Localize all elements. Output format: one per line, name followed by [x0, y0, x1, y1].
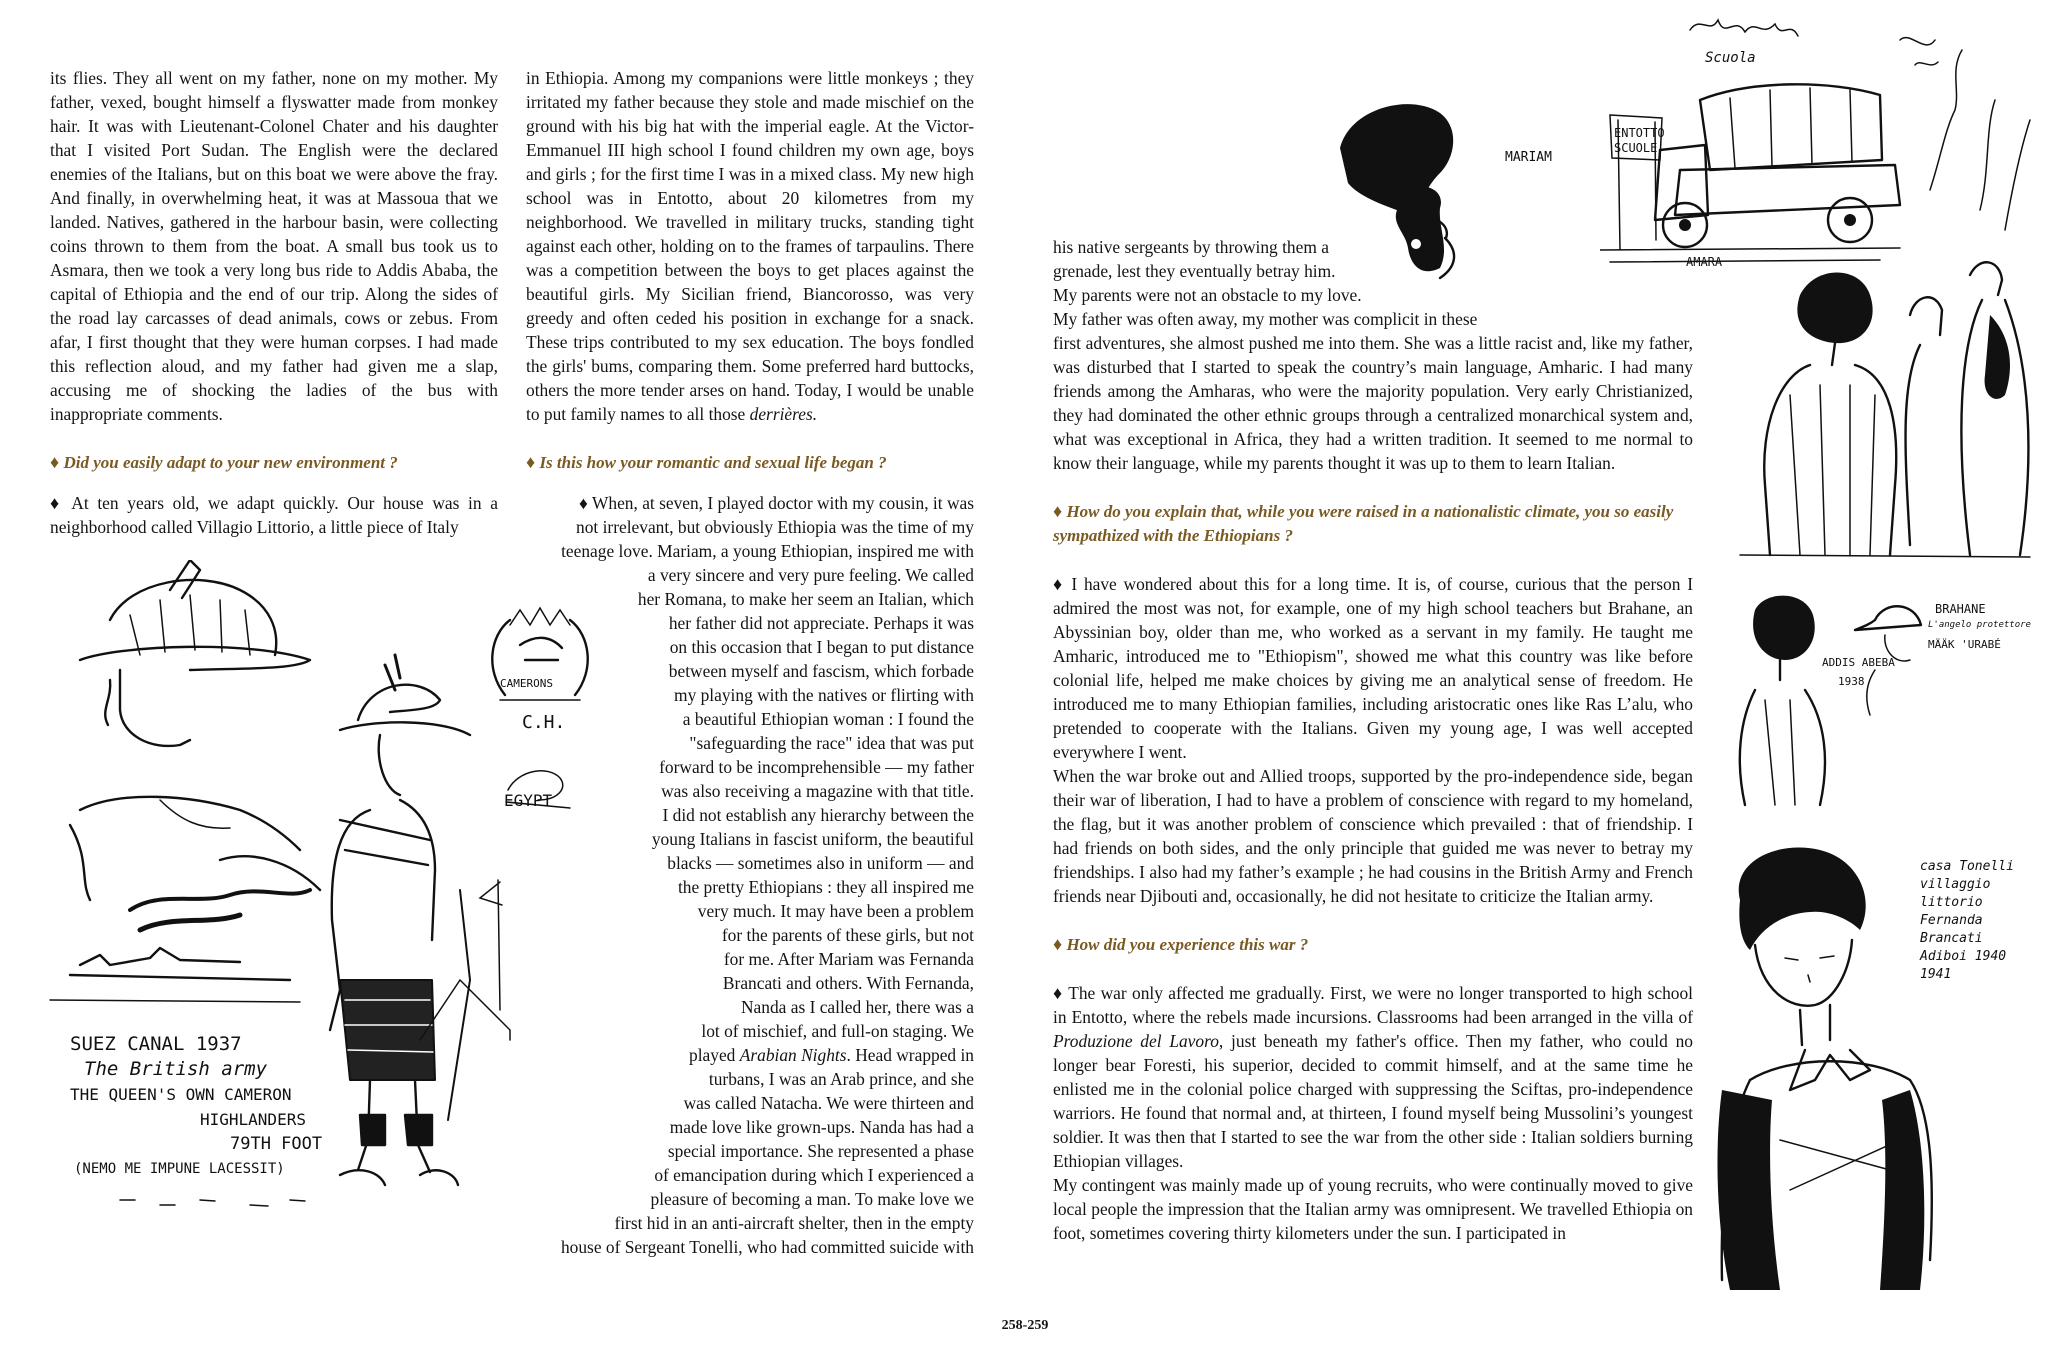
- col2-answer-line: on this occasion that I began to put distance: [669, 637, 974, 657]
- col2-answer-line: ♦ When, at seven, I played doctor with my cousin, it was: [579, 493, 974, 513]
- col1-question: [50, 450, 498, 475]
- col2-answer-line: young Italians in fascist uniform, the beautiful: [651, 829, 974, 849]
- col3-question-2: [1053, 932, 1693, 957]
- col3-line: his native sergeants by throwing them a: [1053, 237, 1329, 257]
- col2-paragraph-1-text: in Ethiopia. Among my companions were little monkeys ; they irritated my father because they stole and made mischief on the ground with his big hat with the imperial eagle. At the Victor-Emmanuel III high school I found children my own age, boys and girls ; for the first time I was in a mixed class. My new high school was in Entotto, about 20 kilometres from my neighborhood. We travelled in military trucks, standing tight against each other, holding on to the frames of tarpaulins. There was a competition between the boys to get places against the beautiful girls. My Sicilian friend, Biancorosso, was very greedy and often ceded his position in exchange for a snack. These trips contributed to my sex education. The boys fondled the girls' bums, comparing them. Some preferred hard buttocks, others the more tender arses on hand. Today, I would be unable to put family names to all those: [526, 68, 974, 424]
- col2-answer-line: made love like grown-ups. Nanda has had a: [669, 1117, 974, 1137]
- soldier-caption: SUEZ CANAL 1937 The British army THE QUEEN'S OWN CAMERON HIGHLANDERS 79TH FOOT (NEMO ME IMPUNE LACESSIT): [70, 1033, 323, 1177]
- produzione-del-lavoro: Produzione del Lavoro: [1053, 1031, 1219, 1051]
- col2-derrieres: derrières.: [749, 404, 818, 424]
- diamond-icon: ♦: [50, 452, 60, 472]
- column-1: [50, 66, 498, 539]
- diamond-icon: ♦: [1053, 574, 1065, 594]
- diamond-icon: ♦: [526, 452, 536, 472]
- col2-answer-line: was called Natacha. We were thirteen and: [683, 1093, 974, 1113]
- column-3: [1053, 235, 1693, 1245]
- brahane-sub: L'angelo protettore: [1928, 620, 2031, 630]
- col1-answer: [50, 491, 498, 539]
- brahane-sketch: [1735, 590, 1945, 820]
- col2-answer-line: her father did not appreciate. Perhaps it was: [668, 613, 974, 633]
- nanda-sketch: [1710, 840, 1950, 1310]
- badge-sketch: [480, 600, 600, 720]
- col3-answer-1a-text: I have wondered about this for a long time. It is, of course, curious that the person I admired the most was not, for example, one of my high school teachers but Brahane, an Abyssinian boy, older than me, who worked as a servant in my family. He taught me Amharic, introduced me to "Ethiopism", showed me what this country was like before colonial life, helped me make choices by giving me an analytical sense of freedom. He introduced me to many Ethiopian families, including aristocratic ones like Ras L’alu, who pretended to cooperate with the Italians. Given my young age, I was well accepted everywhere I went.: [1053, 574, 1694, 762]
- col2-answer-line: a very sincere and very pure feeling. We called: [647, 565, 974, 585]
- col2-answer-line: a beautiful Ethiopian woman : I found the: [682, 709, 974, 729]
- col2-question-text: Is this how your romantic and sexual life began ?: [539, 453, 887, 472]
- diamond-icon: ♦: [50, 493, 64, 513]
- truck-scribble: Scuola: [1705, 50, 1756, 66]
- badge-text: CAMERONS: [500, 677, 553, 690]
- col2-answer-line: not irrelevant, but obviously Ethiopia was the time of my: [576, 517, 974, 537]
- col2-answer-line: "safeguarding the race" idea that was put: [689, 733, 974, 753]
- egypt-stamp-sketch: [498, 760, 578, 820]
- col2-answer-line: for me. After Mariam was Fernanda: [723, 949, 974, 969]
- addis-year: 1938: [1838, 675, 1865, 688]
- mariam-sketch: [1320, 88, 1510, 288]
- truck-sign: ENTOTTO SCUOLE: [1614, 126, 1665, 155]
- col2-answer-line: I did not establish any hierarchy between the: [662, 805, 974, 825]
- col2-answer-line: played Arabian Nights. Head wrapped in: [689, 1045, 974, 1065]
- col3-question-1: [1053, 499, 1693, 548]
- col2-answer-line: the pretty Ethiopians : they all inspired me: [677, 877, 974, 897]
- col2-answer-line: blacks — sometimes also in uniform — and: [667, 853, 974, 873]
- col2-answer-line: Nanda as I called her, there was a: [741, 997, 974, 1017]
- amara-sketch: [1720, 255, 2040, 565]
- col1-question-text: Did you easily adapt to your new environment ?: [63, 453, 398, 472]
- col2-answer-line: very much. It may have been a problem: [697, 901, 974, 921]
- brahane-amharic: MÄÄK 'URABÉ: [1928, 638, 2001, 651]
- col2-question: [526, 450, 974, 475]
- col2-answer-line: special importance. She represented a phase: [667, 1141, 974, 1161]
- arabian-nights: Arabian Nights: [739, 1045, 847, 1065]
- diamond-icon: ♦: [1053, 934, 1063, 954]
- brahane-label: BRAHANE: [1935, 602, 1986, 616]
- col2-answer-line: turbans, I was an Arab prince, and she: [708, 1069, 974, 1089]
- col2-answer-line: forward to be incomprehensible — my father: [659, 757, 974, 777]
- mariam-label: MARIAM: [1505, 150, 1552, 165]
- truck-sketch: [1600, 10, 2040, 270]
- diamond-icon: ♦: [1053, 983, 1064, 1003]
- col3-line: My parents were not an obstacle to my love.: [1053, 285, 1362, 305]
- col3-answer-2a: ♦ The war only affected me gradually. First, we were no longer transported to high school in Entotto, where the rebels made incursions. Classrooms had been arranged in the villa of Produzione del Lavoro, just beneath my father's office. Then my father, who could no longer bear Foresti, his superior, decided to commit himself, and at the same time he enlisted me in the colonial police charged with suppressing the Sciftas, pro-independence warriors. He found that normal and, at thirteen, I found myself being Mussolini’s youngest soldier. It was then that I started to see the war from the other side : Italian soldiers burning Ethiopian villages.: [1053, 983, 1694, 1171]
- col3-line: grenade, lest they eventually betray him.: [1053, 261, 1336, 281]
- col3-answer-2b: My contingent was mainly made up of young recruits, who were continually moved to give local people the impression that the Italian army was omnipresent. We travelled Ethiopia on foot, sometimes covering thirty kilometers under the sun. I participated in: [1053, 1175, 1693, 1243]
- diamond-icon: ♦: [579, 493, 592, 513]
- col1-answer-text: At ten years old, we adapt quickly. Our house was in a neighborhood called Villagio Littorio, a little piece of Italy: [50, 493, 498, 537]
- col2-answer-line: first hid in an anti-aircraft shelter, then in the empty: [614, 1213, 974, 1233]
- col2-answer-line: between myself and fascism, which forbade: [668, 661, 974, 681]
- amara-label: AMARA: [1686, 255, 1723, 269]
- col2-answer-line: lot of mischief, and full-on staging. We: [701, 1021, 974, 1041]
- col3-question-2-text: How did you experience this war ?: [1066, 935, 1309, 954]
- col2-answer-line: Brancati and others. With Fernanda,: [722, 973, 974, 993]
- col2-answer-line: was also receiving a magazine with that title.: [661, 781, 974, 801]
- col2-answer-line: my playing with the natives or flirting with: [674, 685, 974, 705]
- egypt-label: EGYPT: [504, 791, 553, 810]
- col2-answer-line: for the parents of these girls, but not: [721, 925, 974, 945]
- col3-paragraph-2: first adventures, she almost pushed me into them. She was a little racist and, like my father, was disturbed that I started to speak the country’s main language, Amharic. I had many friends among the Amharas, who were the majority population. Very early Christianized, they had dominated the other ethnic groups through a centralized monarchical system and, what was exceptional in Africa, they had a written tradition. It seemed to me normal to know their language, while my parents thought it was up to them to learn Italian.: [1053, 333, 1693, 473]
- addis-label: ADDIS ABEBA: [1822, 656, 1895, 669]
- page-number: 258-259: [1001, 1318, 1049, 1333]
- col3-answer-1a: [1053, 572, 1693, 764]
- col2-answer-line: pleasure of becoming a man. To make love we: [650, 1189, 974, 1209]
- col3-question-1-text: How do you explain that, while you were raised in a nationalistic climate, you so easily sympathized with the Ethiopians ?: [1053, 502, 1674, 545]
- col2-answer-line: of emancipation during which I experienced a: [654, 1165, 974, 1185]
- col1-paragraph-1: its flies. They all went on my father, none on my mother. My father, vexed, bought himself a flyswatter made from monkey hair. It was with Lieutenant-Colonel Chater and his daughter that I visited Port Sudan. The English were the declared enemies of the Italians, but on this boat we were above the fray. And finally, in overwhelming heat, it was at Massoua that we landed. Natives, gathered in the harbour basin, were collecting coins thrown to them from the boat. A small bus took us to Asmara, then we took a very long bus ride to Addis Ababa, the capital of Ethiopia and the end of our trip. Along the sides of the road lay carcasses of dead animals, cows or zebus. From afar, I first thought that they were human corpses. I had made this reflection aloud, and my father had given me a slap, accusing me of shocking the ladies of the bus with inappropriate comments.: [50, 68, 498, 424]
- badge-caption: C.H.: [522, 712, 566, 733]
- col2-answer-line: teenage love. Mariam, a young Ethiopian, inspired me with: [561, 541, 974, 561]
- col3-line: My father was often away, my mother was complicit in these: [1053, 309, 1478, 329]
- diamond-icon: ♦: [1053, 501, 1063, 521]
- nanda-notes: casa Tonelli villaggio littorio Fernanda Brancati Adiboi 1940 1941: [1920, 859, 2014, 982]
- col2-paragraph-1: [526, 66, 974, 426]
- col3-answer-1b: When the war broke out and Allied troops, supported by the pro-independence side, began their war of liberation, I had to have a problem of conscience with regard to my homeland, the flag, but it was another problem of conscience which prevailed : that of friendship. I had friends on both sides, and the only principle that guided me was never to betray my friendships. I also had my father’s example ; he had cousins in the British Army and French friends near Djibouti and, occasionally, he did not hesitate to criticize the Italian army.: [1053, 766, 1693, 906]
- col2-answer-line: her Romana, to make her seem an Italian, which: [637, 589, 974, 609]
- col2-answer-line: house of Sergeant Tonelli, who had committed suicide with: [560, 1237, 974, 1257]
